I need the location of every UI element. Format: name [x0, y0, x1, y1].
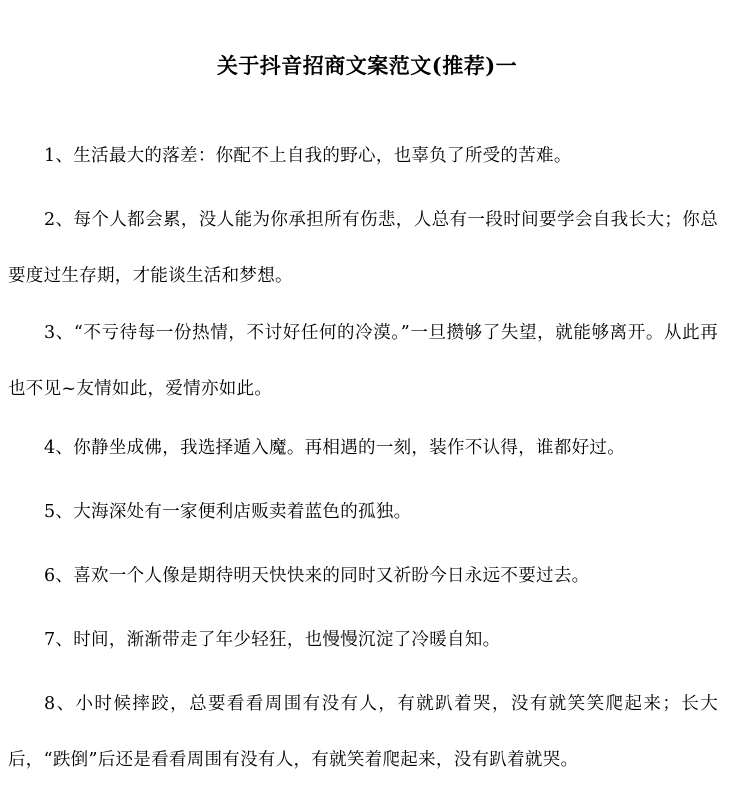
paragraph-4: 4、你静坐成佛，我选择遁入魔。再相遇的一刻，装作不认得，谁都好过。 — [44, 438, 626, 458]
paragraph-5: 5、大海深处有一家便利店贩卖着蓝色的孤独。 — [44, 502, 412, 522]
paragraph-2: 2、每个人都会累，没人能为你承担所有伤悲，人总有一段时间要学会自我长大；你总要度过生存期，才能谈生活和梦想。 — [8, 210, 718, 286]
paragraph-8: 8、小时候摔跤，总要看看周围有没有人，有就趴着哭，没有就笑笑爬起来；长大后，“跌倒”后还是看看周围有没有人，有就笑着爬起来，没有趴着就哭。 — [8, 694, 718, 770]
paragraph-6: 6、喜欢一个人像是期待明天快快来的同时又祈盼今日永远不要过去。 — [44, 566, 590, 586]
document-title: 关于抖音招商文案范文(推荐)一 — [216, 53, 518, 78]
paragraph-1: 1、生活最大的落差：你配不上自我的野心，也辜负了所受的苦难。 — [44, 146, 572, 166]
paragraph-7: 7、时间，渐渐带走了年少轻狂，也慢慢沉淀了冷暖自知。 — [44, 630, 501, 650]
paragraph-3: 3、“不亏待每一份热情，不讨好任何的冷漠。”一旦攒够了失望，就能够离开。从此再也不见~友情如此，爱情亦如此。 — [8, 323, 718, 399]
